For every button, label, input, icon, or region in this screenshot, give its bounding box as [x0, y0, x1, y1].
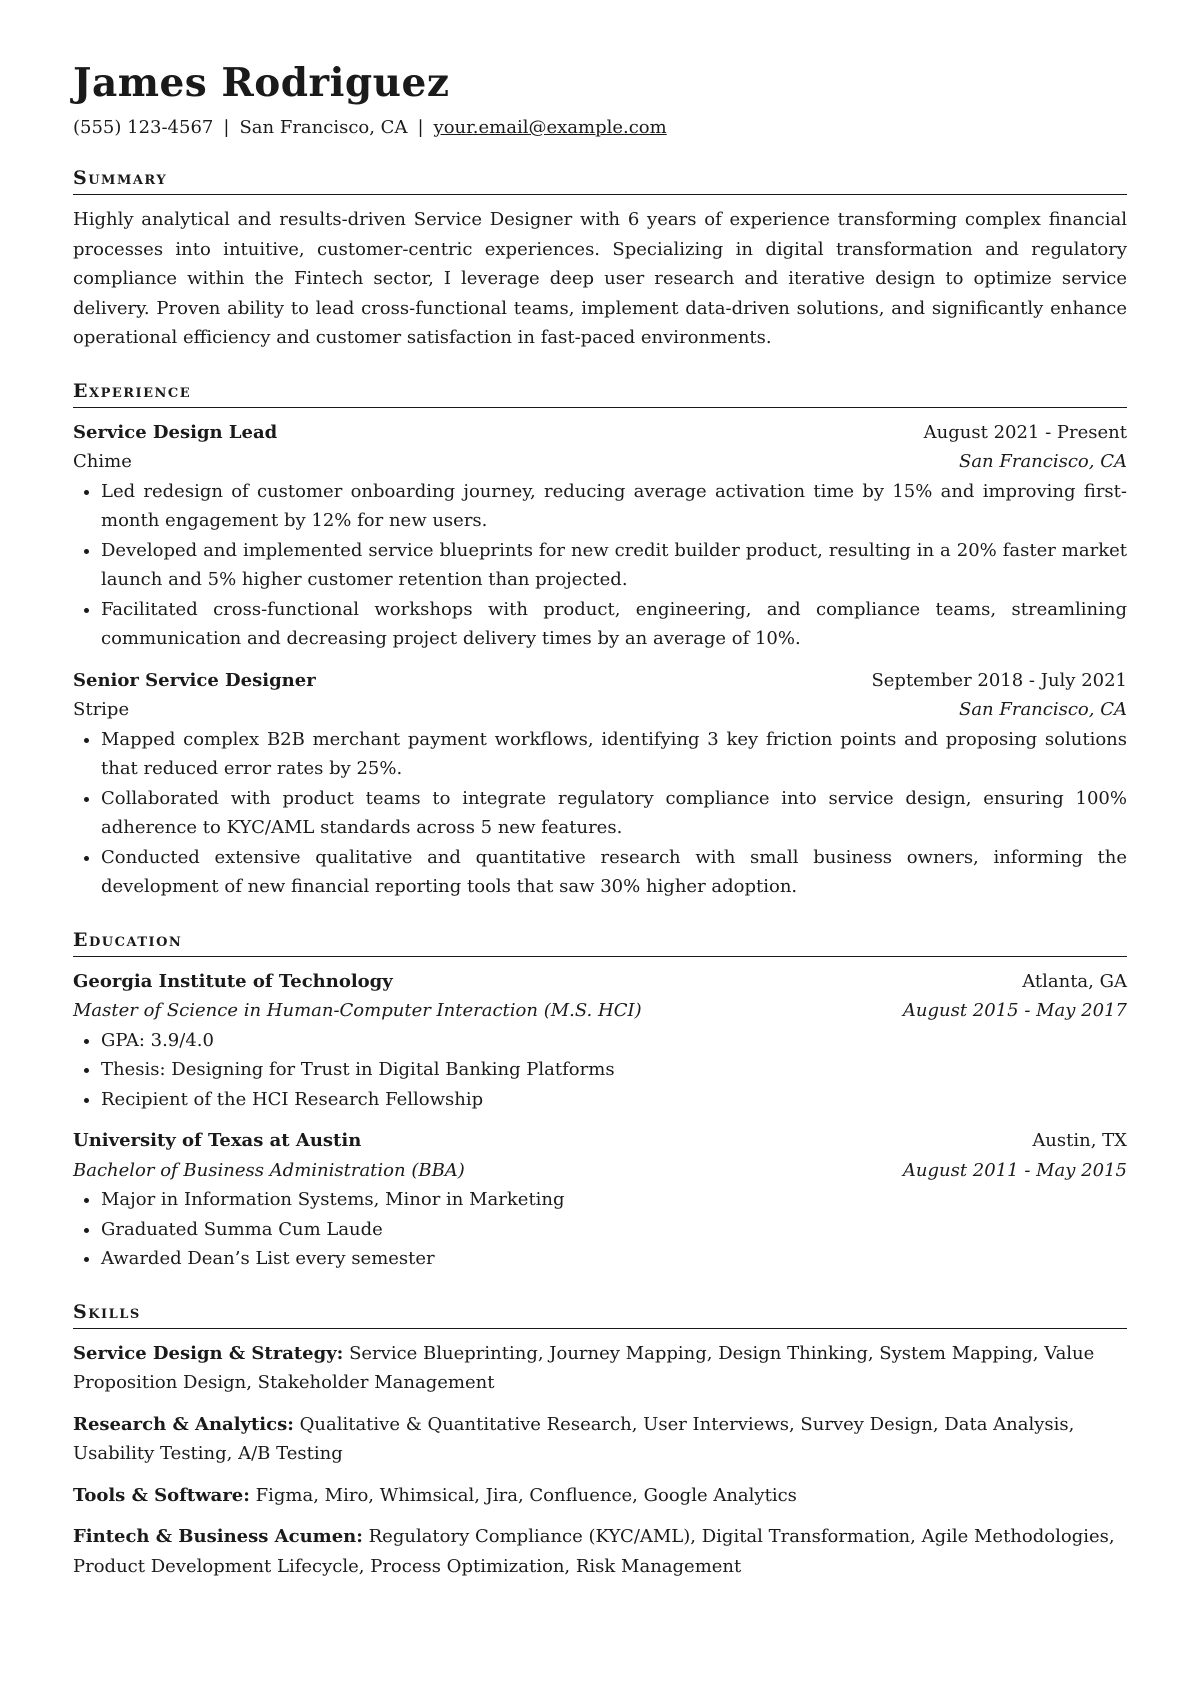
- email-link[interactable]: your.email@example.com: [433, 117, 667, 138]
- bullet-item: • Awarded Dean’s List every semester: [101, 1244, 1127, 1274]
- company-name: Chime: [73, 451, 132, 472]
- bullet-item: • Graduated Summa Cum Laude: [101, 1215, 1127, 1245]
- school-name: Georgia Institute of Technology: [73, 970, 393, 992]
- job-entry: [73, 418, 1127, 654]
- education-heading: Education: [73, 928, 1127, 957]
- summary-text: Highly analytical and results-driven Service Designer with 6 years of experience transforming complex financial processes into intuitive, customer-centric experiences. Specializing in digital transformation and regulatory compliance within the Fintech sector, I leverage deep user research and iterative design to optimize service delivery. Proven ability to lead cross-functional teams, implement data-driven solutions, and significantly enhance operational efficiency and customer satisfaction in fast-paced environments.: [73, 209, 1127, 348]
- bullet-item: • Mapped complex B2B merchant payment workflows, identifying 3 key friction points and proposing solutions that reduced error rates by 25%.: [101, 725, 1127, 784]
- job-title: Service Design Lead: [73, 421, 278, 443]
- job-bullets: [73, 725, 1127, 902]
- experience-heading: Experience: [73, 379, 1127, 408]
- bullet-item: • Led redesign of customer onboarding journey, reducing average activation time by 15% and improving first-month engagement by 12% for new users.: [101, 477, 1127, 536]
- bullet-item: • Collaborated with product teams to integrate regulatory compliance into service design, ensuring 100% adherence to KYC/AML standards across 5 new features.: [101, 784, 1127, 843]
- phone-number: (555) 123-4567: [73, 117, 214, 138]
- bullet-item: • Conducted extensive qualitative and quantitative research with small business owners, informing the development of new financial reporting tools that saw 30% higher adoption.: [101, 843, 1127, 902]
- location: San Francisco, CA: [239, 117, 408, 138]
- skill-values: Figma, Miro, Whimsical, Jira, Confluence, Google Analytics: [255, 1484, 797, 1506]
- resume-page: [73, 60, 1127, 1593]
- bullet-item: • Facilitated cross-functional workshops with product, engineering, and compliance teams, streamlining communication and decreasing project delivery times by an average of 10%.: [101, 595, 1127, 654]
- skills-heading: Skills: [73, 1300, 1127, 1329]
- skill-group: [73, 1339, 1127, 1398]
- bullet-item: • Developed and implemented service blueprints for new credit builder product, resulting in a 20% faster market launch and 5% higher customer retention than projected.: [101, 536, 1127, 595]
- education-bullets: [73, 1026, 1127, 1115]
- degree-name: Bachelor of Business Administration (BBA): [73, 1159, 465, 1181]
- school-name: University of Texas at Austin: [73, 1130, 362, 1151]
- skill-group: [73, 1481, 1127, 1511]
- skill-label: Fintech & Business Acumen:: [73, 1526, 363, 1547]
- job-dates: August 2021 - Present: [923, 421, 1127, 443]
- degree-name: Master of Science in Human-Computer Interaction (M.S. HCI): [73, 1000, 642, 1021]
- skill-values: Regulatory Compliance (KYC/AML), Digital Transformation, Agile Methodologies, Product Development Lifecycle, Process Optimization, Risk Management: [73, 1526, 1115, 1577]
- job-title: Senior Service Designer: [73, 669, 316, 691]
- education-entry: [73, 1126, 1127, 1274]
- skill-label: Service Design & Strategy:: [73, 1342, 344, 1364]
- job-location: San Francisco, CA: [958, 699, 1127, 720]
- skill-label: Research & Analytics:: [73, 1413, 294, 1435]
- skill-group: [73, 1410, 1127, 1469]
- contact-line: [73, 116, 1127, 140]
- company-name: Stripe: [73, 699, 130, 720]
- job-location: San Francisco, CA: [958, 451, 1127, 472]
- candidate-name: James Rodriguez: [73, 60, 450, 106]
- school-location: Austin, TX: [1032, 1130, 1127, 1151]
- education-dates: August 2011 - May 2015: [902, 1159, 1127, 1181]
- education-bullets: [73, 1185, 1127, 1274]
- skill-group: [73, 1522, 1127, 1581]
- bullet-item: • Thesis: Designing for Trust in Digital Banking Platforms: [101, 1055, 1127, 1085]
- skill-label: Tools & Software:: [73, 1484, 250, 1506]
- job-dates: September 2018 - July 2021: [871, 669, 1127, 691]
- education-dates: August 2015 - May 2017: [902, 1000, 1127, 1021]
- skill-values: Qualitative & Quantitative Research, User Interviews, Survey Design, Data Analysis, Usability Testing, A/B Testing: [73, 1413, 1075, 1464]
- skill-values: Service Blueprinting, Journey Mapping, Design Thinking, System Mapping, Value Proposition Design, Stakeholder Management: [73, 1342, 1095, 1393]
- summary-heading: Summary: [73, 166, 1127, 195]
- job-bullets: [73, 477, 1127, 654]
- contact-separator: |: [223, 117, 230, 138]
- contact-separator: |: [417, 117, 424, 138]
- bullet-item: • Recipient of the HCI Research Fellowship: [101, 1085, 1127, 1115]
- school-location: Atlanta, GA: [1022, 970, 1127, 992]
- job-entry: [73, 666, 1127, 902]
- bullet-item: • GPA: 3.9/4.0: [101, 1026, 1127, 1056]
- education-entry: [73, 967, 1127, 1115]
- bullet-item: • Major in Information Systems, Minor in Marketing: [101, 1185, 1127, 1215]
